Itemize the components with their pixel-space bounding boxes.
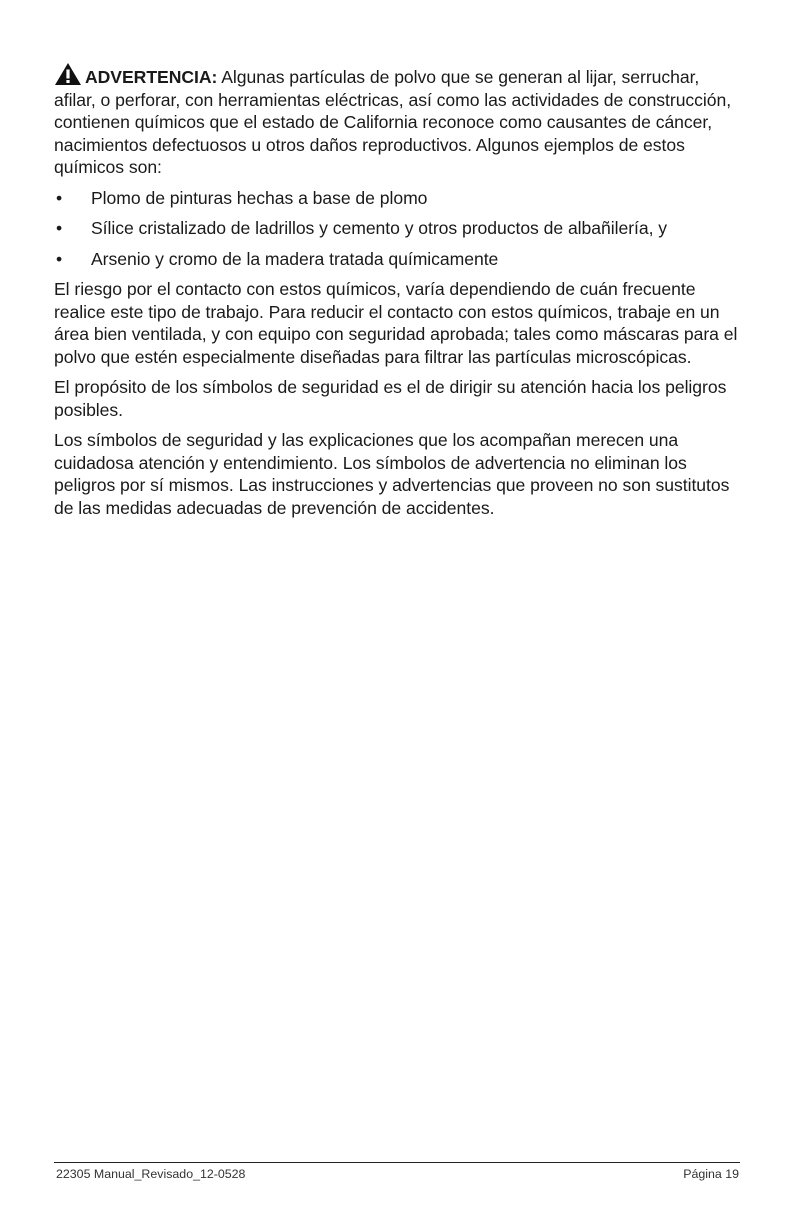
warning-text: Algunas partículas de polvo que se generan al lijar, serruchar, afilar, o perforar, con herramientas eléctricas, así como las actividades de construcción, contienen químicos que el estado de California reconoce como causantes de cáncer, nacimientos defectuosos u otros daños reproductivos. Algunos ejemplos de estos químicos son: bbox=[54, 67, 732, 177]
list-item bbox=[54, 248, 744, 271]
bullet-icon: • bbox=[56, 187, 63, 208]
list-item-text: Arsenio y cromo de la madera tratada químicamente bbox=[91, 248, 499, 269]
bullet-icon: • bbox=[56, 218, 63, 238]
paragraph-purpose: El propósito de los símbolos de seguridad es el de dirigir su atención hacia los peligros posibles. bbox=[54, 377, 727, 420]
warning-triangle-icon bbox=[54, 62, 82, 86]
bullet-icon: • bbox=[56, 248, 63, 269]
footer-document-id: 22305 Manual_Revisado_12-0528 bbox=[56, 1167, 246, 1181]
paragraph-risk: El riesgo por el contacto con estos químicos, varía dependiendo de cuán frecuente realice este tipo de trabajo. Para reducir el contacto con estos químicos, trabaje en un área bien ventilada, y con equipo con seguridad aprobada; tales como máscaras para el polvo que estén especialmente diseñadas para filtrar las partículas microscópicas. bbox=[54, 279, 738, 367]
list-item-text: Sílice cristalizado de ladrillos y cemento y otros productos de albañilería, y bbox=[91, 218, 667, 238]
list-item bbox=[54, 217, 744, 240]
list-item-text: Plomo de pinturas hechas a base de plomo bbox=[91, 187, 428, 208]
chemicals-list bbox=[54, 187, 744, 271]
warning-title: ADVERTENCIA: bbox=[85, 67, 218, 87]
paragraph-symbols: Los símbolos de seguridad y las explicaciones que los acompañan merecen una cuidadosa atención y entendimiento. Los símbolos de advertencia no eliminan los peligros por sí mismos. Las instrucciones y advertencias que proveen no son sustitutos de las medidas adecuadas de prevención de accidentes. bbox=[54, 430, 730, 518]
list-item bbox=[54, 187, 744, 210]
footer-page-number: Página 19 bbox=[683, 1167, 739, 1181]
footer-divider bbox=[54, 1162, 740, 1163]
warning-paragraph bbox=[54, 62, 744, 179]
page-content bbox=[54, 62, 744, 527]
